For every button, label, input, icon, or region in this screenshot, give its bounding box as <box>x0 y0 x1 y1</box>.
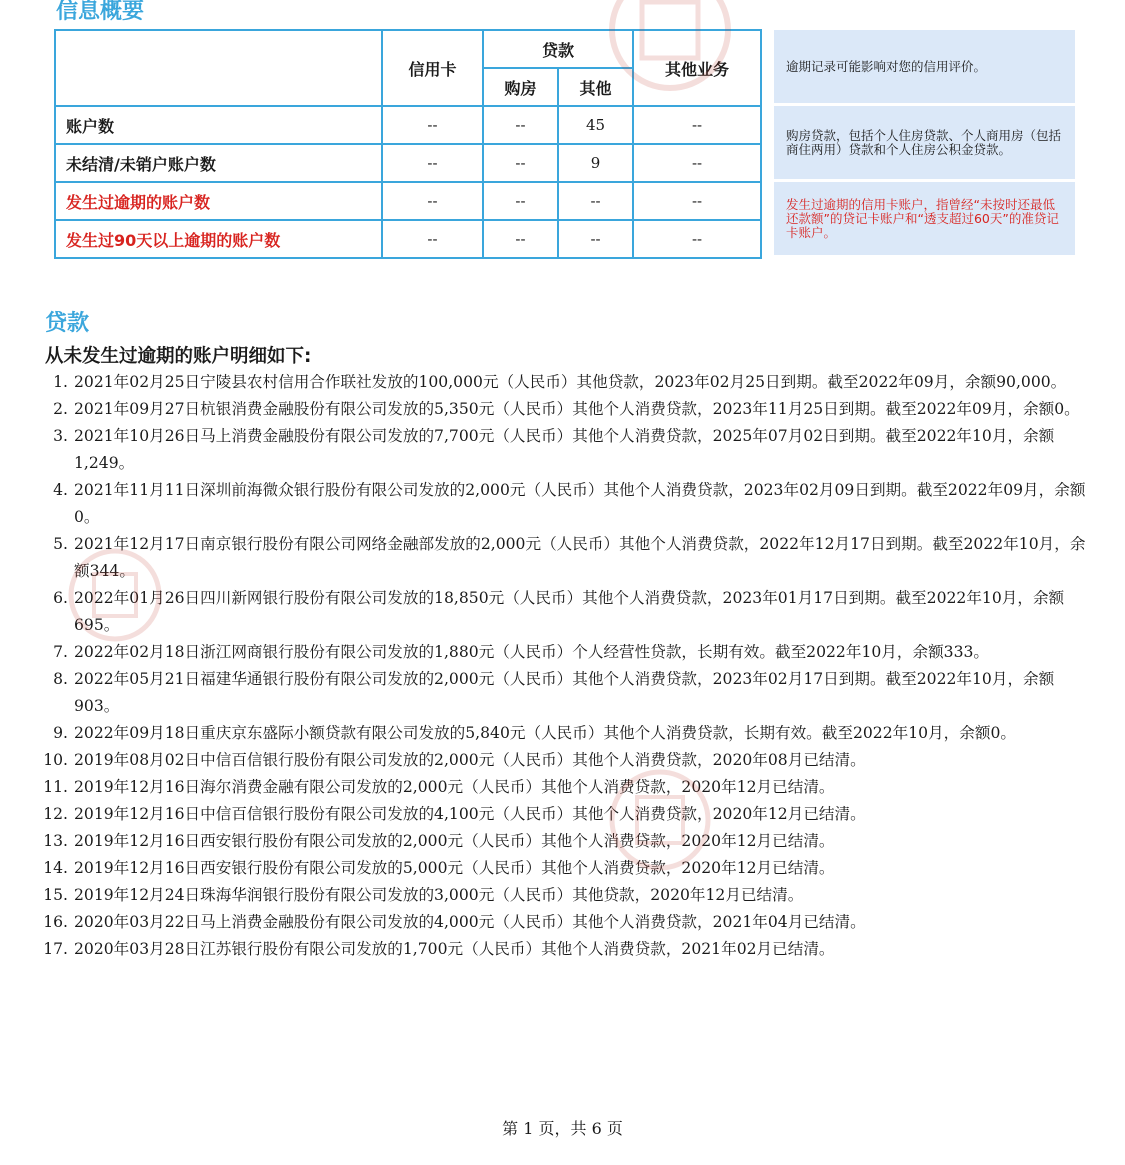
list-item-number: 3. <box>53 427 68 445</box>
cell-credit-card: -- <box>382 106 483 144</box>
note-overdue-credit-card: 发生过逾期的信用卡账户，指曾经“未按时还最低还款额”的贷记卡账户和“透支超过60天”的准贷记卡账户。 <box>774 182 1075 255</box>
cell-other-business: -- <box>633 144 761 182</box>
list-item-number: 7. <box>53 643 68 661</box>
list-item-number: 8. <box>53 670 68 688</box>
loans-subtitle: 从未发生过逾期的账户明细如下: <box>45 346 312 367</box>
list-item <box>36 882 1092 909</box>
list-item <box>36 666 1092 720</box>
list-item-text: 2021年09月27日杭银消费金融股份有限公司发放的5,350元（人民币）其他个人消费贷款，2023年11月25日到期。截至2022年09月，余额0。 <box>74 400 1080 418</box>
header-loan: 贷款 <box>483 30 633 68</box>
list-item-number: 16. <box>43 913 68 931</box>
list-item-text: 2021年12月17日南京银行股份有限公司网络金融部发放的2,000元（人民币）其他个人消费贷款，2022年12月17日到期。截至2022年10月，余额344。 <box>74 535 1086 580</box>
row-label: 未结清/未销户账户数 <box>55 144 382 182</box>
table-row <box>55 220 761 258</box>
list-item-text: 2021年11月11日深圳前海微众银行股份有限公司发放的2,000元（人民币）其他个人消费贷款，2023年02月09日到期。截至2022年09月，余额0。 <box>74 481 1086 526</box>
list-item-text: 2022年05月21日福建华通银行股份有限公司发放的2,000元（人民币）其他个人消费贷款，2023年02月17日到期。截至2022年10月，余额903。 <box>74 670 1055 715</box>
table-row <box>55 182 761 220</box>
list-item-number: 14. <box>43 859 68 877</box>
list-item-text: 2020年03月28日江苏银行股份有限公司发放的1,700元（人民币）其他个人消费贷款，2021年02月已结清。 <box>74 940 835 958</box>
cell-other-business: -- <box>633 182 761 220</box>
list-item-text: 2019年08月02日中信百信银行股份有限公司发放的2,000元（人民币）其他个人消费贷款，2020年08月已结清。 <box>74 751 866 769</box>
list-item-text: 2019年12月16日西安银行股份有限公司发放的2,000元（人民币）其他个人消费贷款，2020年12月已结清。 <box>74 832 835 850</box>
list-item-text: 2020年03月22日马上消费金融股份有限公司发放的4,000元（人民币）其他个人消费贷款，2021年04月已结清。 <box>74 913 866 931</box>
list-item-number: 4. <box>53 481 68 499</box>
row-label: 发生过90天以上逾期的账户数 <box>55 220 382 258</box>
list-item-number: 10. <box>43 751 68 769</box>
list-item <box>36 423 1092 477</box>
list-item-text: 2022年01月26日四川新网银行股份有限公司发放的18,850元（人民币）其他个人消费贷款，2023年01月17日到期。截至2022年10月，余额695。 <box>74 589 1065 634</box>
list-item-number: 2. <box>53 400 68 418</box>
cell-other-business: -- <box>633 220 761 258</box>
list-item-text: 2021年10月26日马上消费金融股份有限公司发放的7,700元（人民币）其他个人消费贷款，2025年07月02日到期。截至2022年10月，余额1,249。 <box>74 427 1055 472</box>
list-item-text: 2019年12月24日珠海华润银行股份有限公司发放的3,000元（人民币）其他贷款，2020年12月已结清。 <box>74 886 804 904</box>
list-item <box>36 747 1092 774</box>
note-overdue-impact: 逾期记录可能影响对您的信用评价。 <box>774 30 1075 103</box>
list-item <box>36 396 1092 423</box>
cell-housing: -- <box>483 220 558 258</box>
table-row <box>55 144 761 182</box>
header-blank-cell <box>55 30 382 106</box>
list-item-number: 1. <box>53 373 68 391</box>
table-row <box>55 106 761 144</box>
header-other: 其他 <box>558 68 633 106</box>
list-item-number: 11. <box>43 778 68 796</box>
list-item-number: 15. <box>43 886 68 904</box>
cell-housing: -- <box>483 144 558 182</box>
list-item <box>36 828 1092 855</box>
header-credit-card: 信用卡 <box>382 30 483 106</box>
cell-other: 9 <box>558 144 633 182</box>
row-label: 账户数 <box>55 106 382 144</box>
list-item <box>36 369 1092 396</box>
header-housing: 购房 <box>483 68 558 106</box>
list-item-text: 2019年12月16日海尔消费金融有限公司发放的2,000元（人民币）其他个人消费贷款，2020年12月已结清。 <box>74 778 835 796</box>
cell-other-business: -- <box>633 106 761 144</box>
list-item-number: 13. <box>43 832 68 850</box>
list-item-text: 2019年12月16日中信百信银行股份有限公司发放的4,100元（人民币）其他个人消费贷款，2020年12月已结清。 <box>74 805 866 823</box>
loans-section-title: 贷款 <box>45 311 90 336</box>
list-item-text: 2021年02月25日宁陵县农村信用合作联社发放的100,000元（人民币）其他贷款，2023年02月25日到期。截至2022年09月，余额90,000。 <box>74 373 1067 391</box>
list-item-text: 2022年02月18日浙江网商银行股份有限公司发放的1,880元（人民币）个人经营性贷款，长期有效。截至2022年10月，余额333。 <box>74 643 990 661</box>
list-item <box>36 585 1092 639</box>
list-item-text: 2019年12月16日西安银行股份有限公司发放的5,000元（人民币）其他个人消费贷款，2020年12月已结清。 <box>74 859 835 877</box>
list-item-number: 6. <box>53 589 68 607</box>
list-item <box>36 774 1092 801</box>
cell-other: 45 <box>558 106 633 144</box>
loan-list <box>36 369 1092 963</box>
page-footer: 第 1 页，共 6 页 <box>502 1119 623 1138</box>
list-item <box>36 936 1092 963</box>
cell-credit-card: -- <box>382 220 483 258</box>
list-item-number: 12. <box>43 805 68 823</box>
row-label: 发生过逾期的账户数 <box>55 182 382 220</box>
cell-credit-card: -- <box>382 182 483 220</box>
cell-other: -- <box>558 182 633 220</box>
list-item <box>36 855 1092 882</box>
summary-section-title: 信息概要 <box>56 0 145 24</box>
cell-housing: -- <box>483 182 558 220</box>
list-item-number: 9. <box>53 724 68 742</box>
list-item <box>36 477 1092 531</box>
list-item-number: 17. <box>43 940 68 958</box>
cell-housing: -- <box>483 106 558 144</box>
list-item <box>36 801 1092 828</box>
list-item <box>36 909 1092 936</box>
list-item <box>36 639 1092 666</box>
note-housing-loan: 购房贷款，包括个人住房贷款、个人商用房（包括商住两用）贷款和个人住房公积金贷款。 <box>774 106 1075 179</box>
cell-other: -- <box>558 220 633 258</box>
notes-panel <box>774 30 1075 258</box>
list-item <box>36 720 1092 747</box>
cell-credit-card: -- <box>382 144 483 182</box>
list-item <box>36 531 1092 585</box>
list-item-number: 5. <box>53 535 68 553</box>
header-other-business: 其他业务 <box>633 30 761 106</box>
list-item-text: 2022年09月18日重庆京东盛际小额贷款有限公司发放的5,840元（人民币）其他个人消费贷款，长期有效。截至2022年10月，余额0。 <box>74 724 1016 742</box>
summary-table <box>54 29 762 259</box>
